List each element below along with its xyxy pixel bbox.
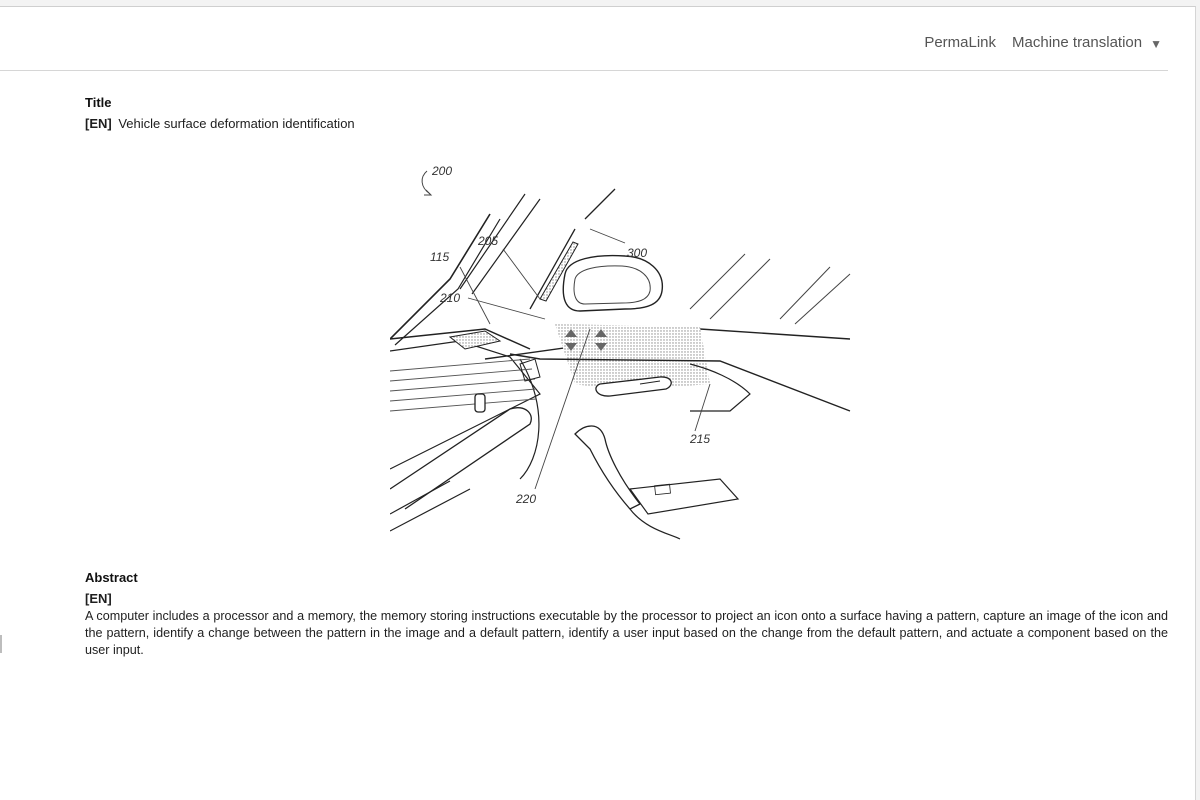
door-panel-curve bbox=[520, 359, 539, 479]
abstract-heading: Abstract bbox=[85, 570, 138, 585]
machine-translation-dropdown[interactable] bbox=[1012, 34, 1162, 51]
patent-drawing-svg bbox=[390, 159, 870, 549]
armrest bbox=[575, 426, 640, 509]
ref-label-215: 215 bbox=[690, 432, 711, 446]
ref-label-200: 200 bbox=[432, 164, 453, 178]
caret-down-icon: ▼ bbox=[1150, 36, 1162, 51]
ref-220-leader bbox=[535, 329, 590, 489]
window-switch-panel bbox=[630, 479, 738, 514]
permalink-link[interactable]: PermaLink bbox=[924, 34, 997, 51]
ref-210-leader bbox=[468, 298, 545, 319]
patent-drawing bbox=[390, 159, 870, 549]
ref-label-205: 205 bbox=[478, 234, 499, 248]
dash-knob bbox=[475, 394, 485, 412]
abstract-text: A computer includes a processor and a memory, the memory storing instructions executable by the processor to project an icon onto a surface having a pattern, capture an image of the icon and the pattern, identify a change between the pattern in the image and a default pattern, identify a user input based on the change from the default pattern, and actuate a component based on the user input. bbox=[85, 609, 1168, 657]
abstract-section bbox=[85, 570, 1168, 659]
top-actions bbox=[924, 34, 1162, 51]
top-bar bbox=[0, 7, 1168, 71]
machine-translation-label: Machine translation bbox=[1012, 34, 1143, 51]
dash-vent-grille bbox=[450, 331, 500, 349]
ref-300-leader bbox=[590, 229, 625, 243]
ref-215-leader bbox=[695, 384, 710, 431]
patent-content bbox=[85, 95, 1168, 657]
window-glare-lines bbox=[690, 254, 850, 324]
a-pillar-outer bbox=[390, 214, 490, 339]
ref-label-115: 115 bbox=[430, 250, 450, 264]
dashboard-vents-lines bbox=[390, 359, 536, 411]
ref-205-leader bbox=[503, 249, 540, 299]
ref-label-210: 210 bbox=[440, 291, 461, 305]
title-text: Vehicle surface deformation identification bbox=[118, 116, 355, 131]
center-console bbox=[390, 481, 470, 531]
abstract-lang-tag: [EN] bbox=[85, 591, 112, 606]
ref-label-220: 220 bbox=[516, 492, 537, 506]
title-line bbox=[85, 115, 1168, 133]
title-heading: Title bbox=[85, 95, 112, 110]
side-mirror bbox=[563, 256, 662, 311]
patent-detail-panel bbox=[0, 6, 1196, 800]
title-lang-tag: [EN] bbox=[85, 116, 112, 131]
left-scroll-edge bbox=[0, 635, 2, 653]
ref-label-300: 300 bbox=[627, 246, 648, 260]
armrest-base bbox=[630, 509, 680, 539]
